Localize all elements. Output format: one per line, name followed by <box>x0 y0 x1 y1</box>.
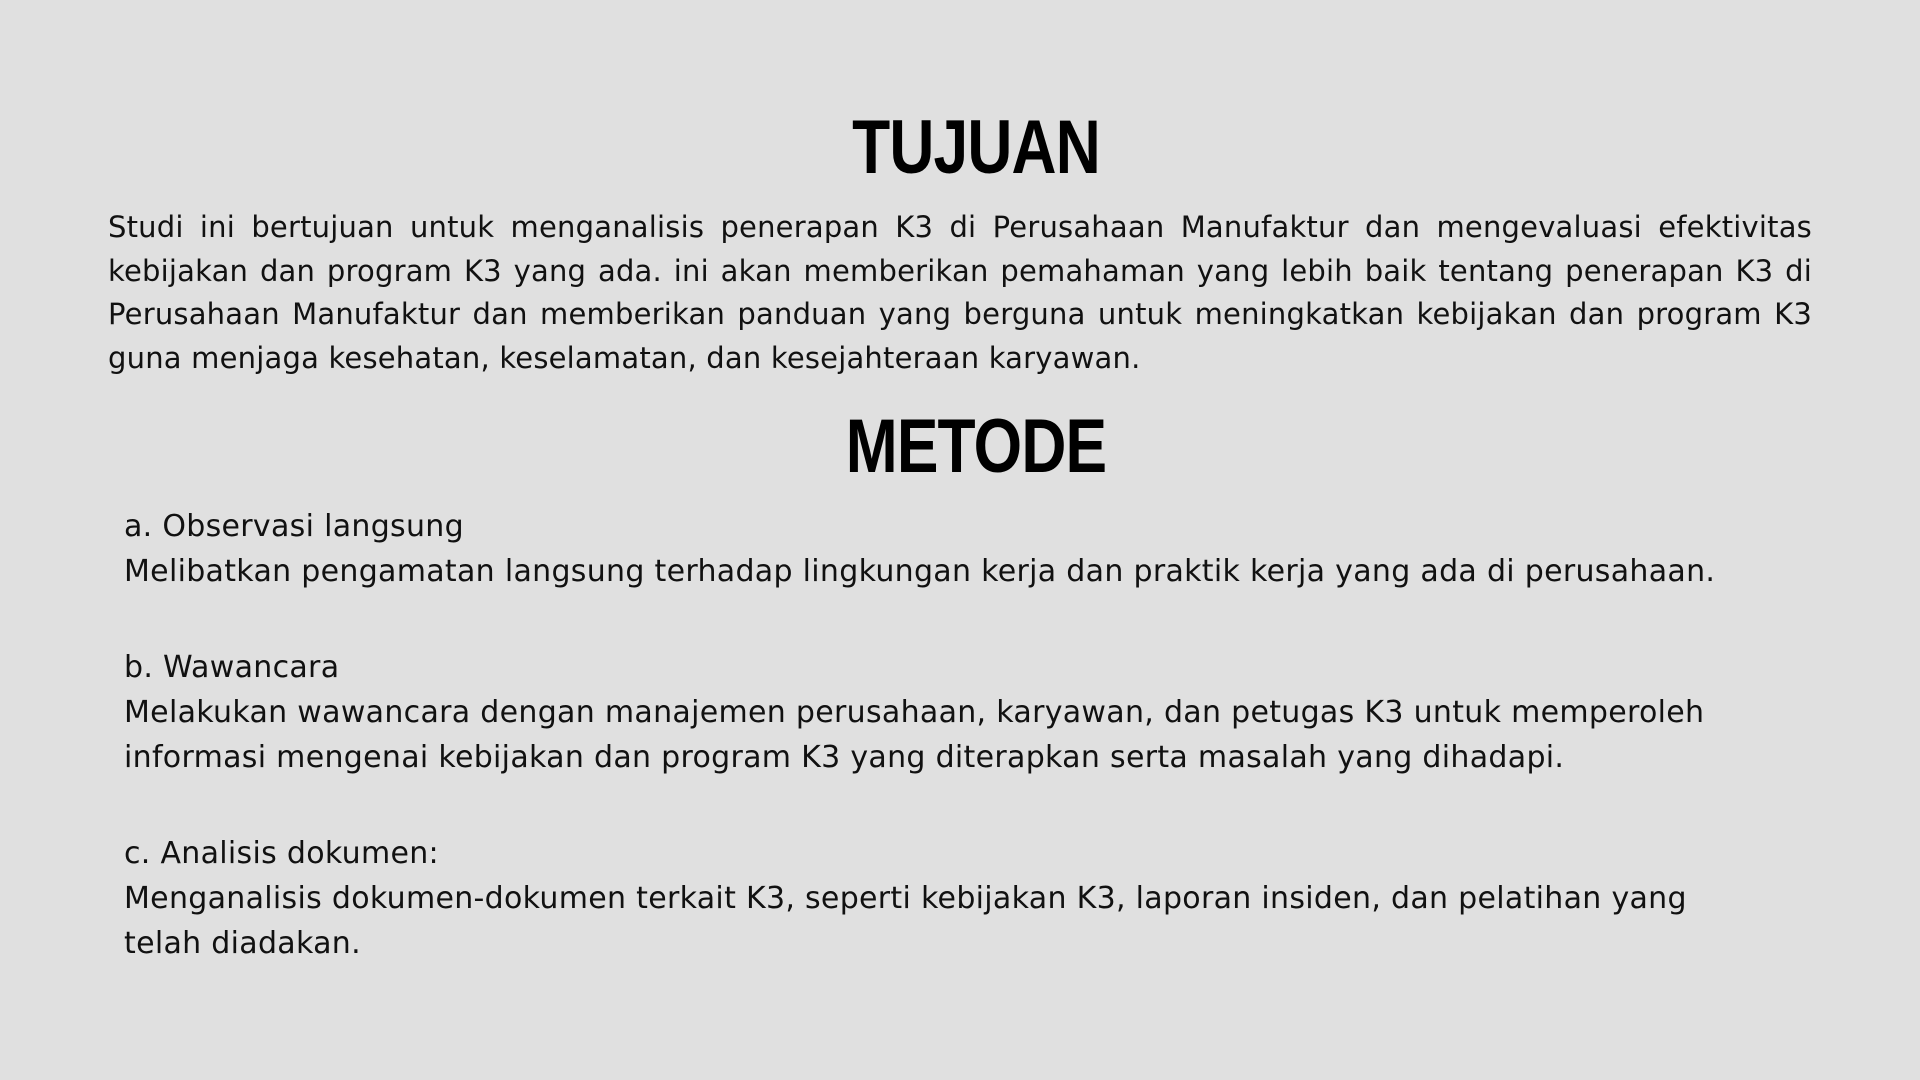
tujuan-heading: TUJUAN <box>852 105 1100 190</box>
method-item-description: Melakukan wawancara dengan manajemen perusahaan, karyawan, dan petugas K3 untuk memperoleh informasi mengenai kebijakan dan program K3 yang diterapkan serta masalah yang dihadapi. <box>124 695 1705 775</box>
method-item-analisis-dokumen <box>124 832 1812 966</box>
method-item-title: c. Analisis dokumen: <box>124 836 439 871</box>
tujuan-paragraph: Studi ini bertujuan untuk menganalisis penerapan K3 di Perusahaan Manufaktur dan mengevaluasi efektivitas kebijakan dan program K3 yang ada. ini akan memberikan pemahaman yang lebih baik tentang penerapan K3 di Perusahaan Manufaktur dan memberikan panduan yang berguna untuk meningkatkan kebijakan dan program K3 guna menjaga kesehatan, keselamatan, dan kesejahteraan karyawan. <box>108 210 1812 375</box>
method-item-title: b. Wawancara <box>124 650 340 685</box>
method-item-observasi <box>124 505 1812 594</box>
method-item-title: a. Observasi langsung <box>124 509 464 544</box>
method-item-description: Menganalisis dokumen-dokumen terkait K3, seperti kebijakan K3, laporan insiden, dan pelatihan yang telah diadakan. <box>124 881 1687 961</box>
method-item-description: Melibatkan pengamatan langsung terhadap lingkungan kerja dan praktik kerja yang ada di perusahaan. <box>124 554 1716 589</box>
method-item-wawancara <box>124 646 1812 780</box>
metode-heading: METODE <box>845 404 1107 489</box>
